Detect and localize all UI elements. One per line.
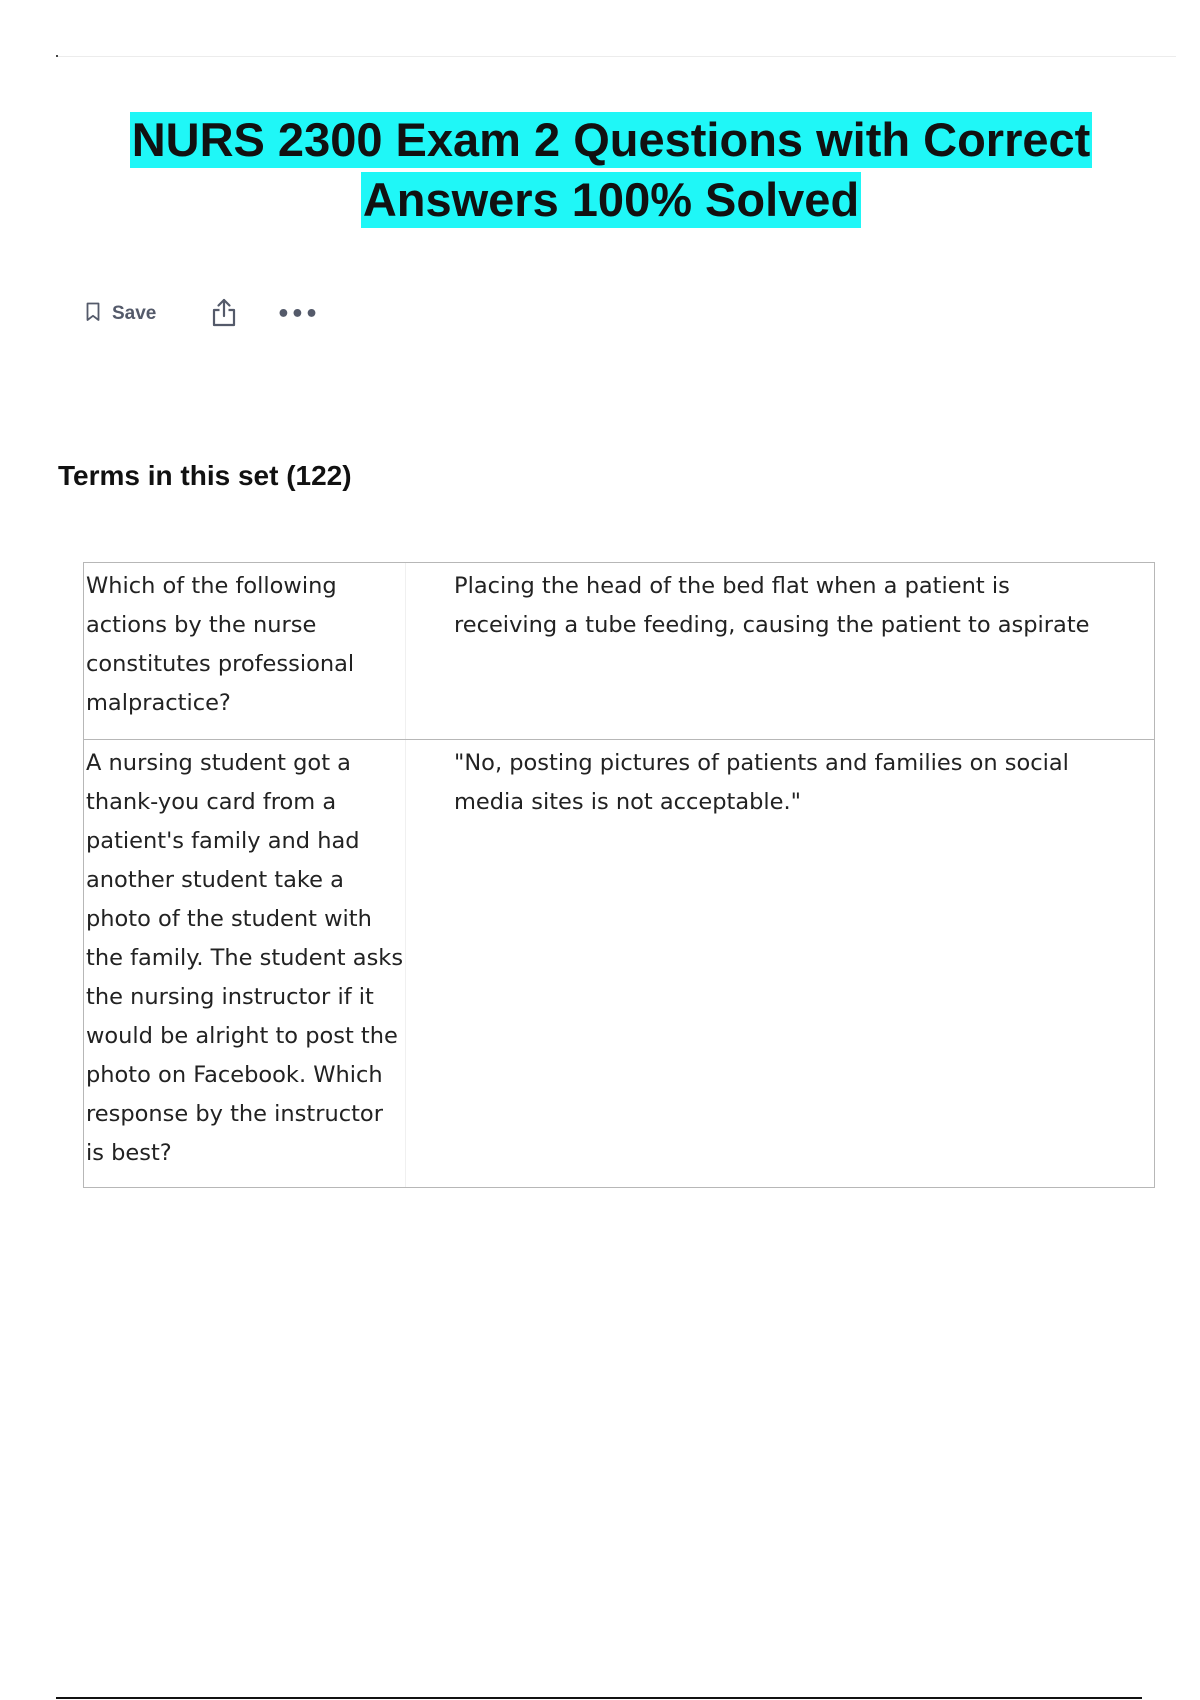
bottom-divider bbox=[56, 1697, 1142, 1699]
share-icon bbox=[210, 297, 238, 332]
term-row bbox=[84, 739, 1154, 1187]
action-toolbar bbox=[86, 296, 319, 332]
title-line-2: Answers 100% Solved bbox=[362, 173, 860, 226]
save-button[interactable] bbox=[86, 302, 156, 327]
term-row bbox=[84, 563, 1154, 739]
top-dot-mark bbox=[56, 55, 58, 57]
term-text: A nursing student got a thank-you card from a patient's family and had another student take a photo of the student with the family. The student asks the nursing instructor if it would be alright to post the photo on Facebook. Which response by the instructor is best? bbox=[84, 740, 406, 1187]
top-divider bbox=[56, 56, 1176, 57]
terms-table bbox=[83, 562, 1155, 1188]
bookmark-icon bbox=[86, 302, 100, 327]
document-title bbox=[0, 110, 1200, 230]
definition-text: "No, posting pictures of patients and families on social media sites is not acceptable." bbox=[454, 750, 1069, 815]
share-button[interactable] bbox=[210, 297, 238, 332]
more-icon: ••• bbox=[276, 301, 319, 327]
terms-heading: Terms in this set (122) bbox=[58, 460, 352, 491]
term-text: Which of the following actions by the nurse constitutes professional malpractice? bbox=[84, 563, 406, 739]
more-options-button[interactable] bbox=[276, 302, 318, 327]
title-line-1: NURS 2300 Exam 2 Questions with Correct bbox=[131, 113, 1091, 166]
save-label: Save bbox=[112, 303, 157, 324]
definition-text: Placing the head of the bed flat when a patient is receiving a tube feeding, causing the patient to aspirate bbox=[454, 573, 1090, 638]
